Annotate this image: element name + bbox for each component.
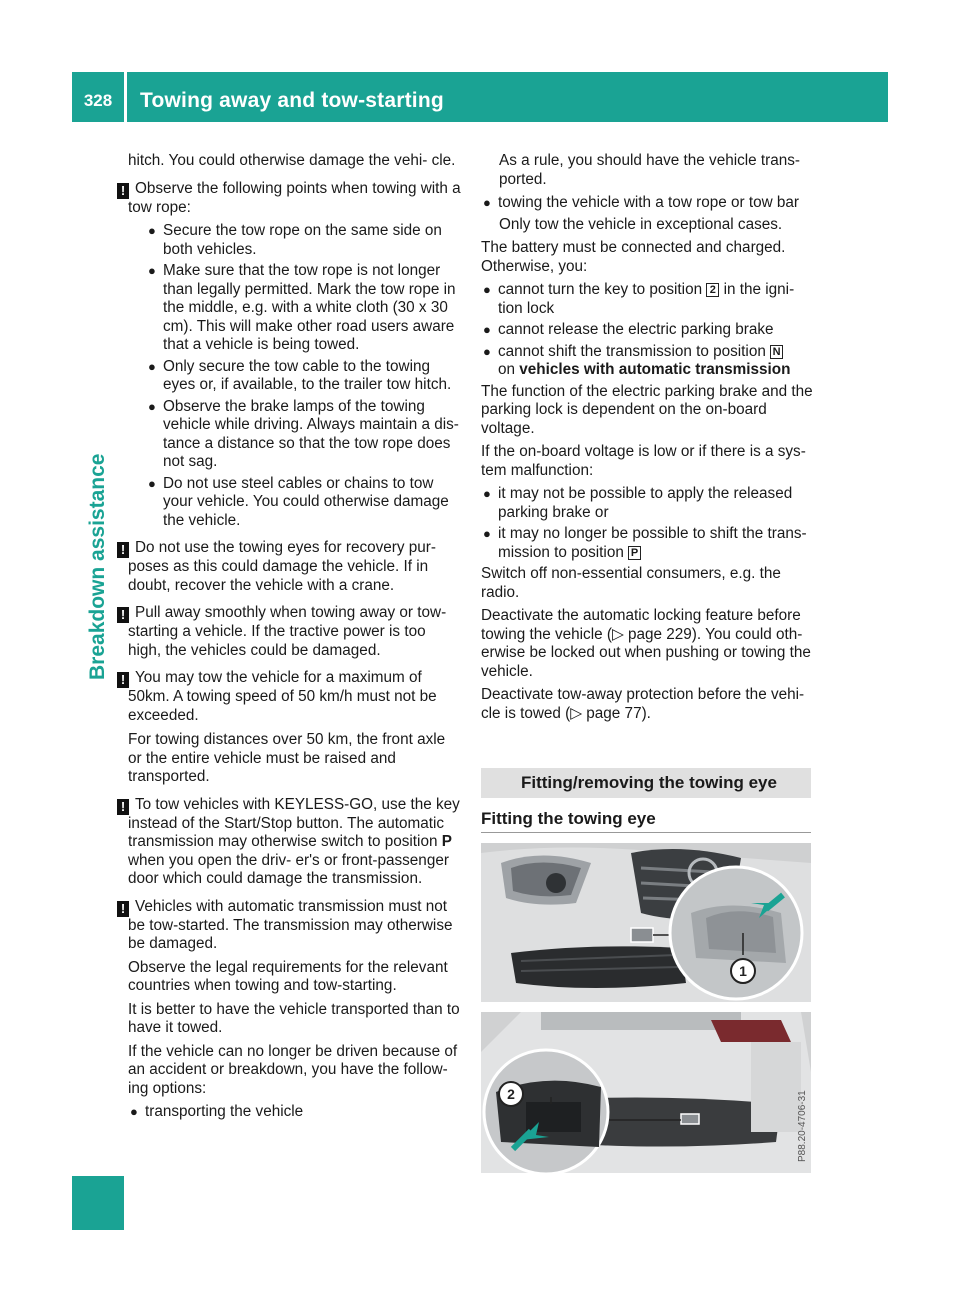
legal-requirements-text: Observe the legal requirements for the relevant countries when towing and tow-starting. [128, 958, 448, 994]
malfunction-text: If the on-board voltage is low or if there is a sys- tem malfunction: [481, 443, 806, 479]
exceptional-note: Only tow the vehicle in exceptional cases. [499, 215, 783, 233]
arrow-right-icon: ▷ [570, 704, 583, 722]
bullet-icon: ● [483, 343, 491, 359]
sub-heading: Fitting the towing eye [481, 809, 656, 828]
bullet-icon: ● [148, 358, 156, 374]
list-item: ● it may not be possible to apply the released parking brake or [483, 485, 793, 521]
list-item: ● transporting the vehicle [130, 1103, 304, 1120]
list-item: ● cannot shift the transmission to position N on vehicles with automatic transmission [483, 342, 791, 378]
transport-note: As a rule, you should have the vehicle trans- ported. [499, 152, 801, 188]
bullet-icon: ● [148, 475, 156, 491]
bullet-icon: ● [483, 282, 491, 297]
list-item: ● Observe the brake lamps of the towing vehicle while driving. Always maintain a dis- tance a distance so that the tow rope does not sag. [148, 397, 459, 470]
list-item: ● cannot turn the key to position 2 in the igni- tion lock [483, 281, 795, 317]
figure-id: P88.20-4706-31 [797, 1090, 808, 1162]
rear-towing-eye-figure [481, 1012, 811, 1173]
page-reference-link[interactable]: page 229 [627, 625, 692, 643]
list-item: ● Do not use steel cables or chains to tow your vehicle. You could otherwise damage the vehicle. [148, 474, 449, 529]
warning-icon: ! [117, 183, 129, 199]
warning-tow-rope: ! Observe the following points when towing with a tow rope: [128, 180, 462, 218]
list-item: ● it may no longer be possible to shift the trans- mission to position P [483, 525, 807, 561]
callout-1: 1 [739, 963, 747, 979]
front-towing-eye-figure [481, 843, 811, 1002]
bullet-icon: ● [483, 322, 491, 337]
tow-rope-list [128, 222, 462, 530]
bullet-icon: ● [130, 1104, 138, 1119]
warning-icon: ! [117, 607, 129, 623]
list-item: ● cannot release the electric parking brake [483, 321, 774, 338]
list-item: ● Make sure that the tow rope is not longer than legally permitted. Mark the tow rope in the middle, e.g. with a white cloth (30 x 30 cm). This will make other road users aware that a vehicle is being towed. [148, 262, 456, 353]
battery-text: The battery must be connected and charged. Otherwise, you: [481, 239, 786, 275]
transport-preferred-text: It is better to have the vehicle transported than to have it towed. [128, 1000, 460, 1036]
list-item: ● towing the vehicle with a tow rope or tow bar [483, 194, 799, 211]
warning-max-distance: ! You may tow the vehicle for a maximum of 50km. A towing speed of 50 km/h must not be exceeded. [128, 669, 462, 725]
page-number: 328 [83, 91, 113, 110]
left-column [120, 152, 462, 1125]
gear-n-icon: N [770, 345, 783, 359]
warning-recovery: ! Do not use the towing eyes for recovery pur- poses as this could damage the vehicle. If in doubt, recover the vehicle with a crane. [128, 539, 462, 595]
warning-icon: ! [117, 901, 129, 917]
side-tab-label: Breakdown assistance [86, 453, 109, 680]
key-position-2-icon: 2 [706, 283, 719, 297]
right-column [481, 152, 815, 728]
warning-pull-away: ! Pull away smoothly when towing away or tow-starting a vehicle. If the tractive power is too high, the vehicles could be damaged. [128, 604, 462, 660]
side-tab [86, 453, 118, 712]
warning-tow-start: ! Vehicles with automatic transmission must not be tow-started. The transmission may otherwise be damaged. [128, 898, 462, 954]
consumers-text: Switch off non-essential consumers, e.g. the radio. [481, 565, 781, 601]
warning-icon: ! [117, 799, 129, 815]
long-distance-note: For towing distances over 50 km, the front axle or the entire vehicle must be raised and transported. [128, 731, 446, 785]
gear-p-icon: P [628, 546, 641, 560]
warning-keyless-go: ! To tow vehicles with KEYLESS-GO, use the key instead of the Start/Stop button. The automatic transmission may otherwise switch to position P when you open the driv- er's or front-passenger door which could damage the transmission. [128, 796, 462, 889]
divider [481, 832, 811, 833]
callout-2: 2 [507, 1086, 515, 1102]
page-reference-link[interactable]: page 77 [586, 704, 642, 722]
list-item: ● Only secure the tow cable to the towing eyes or, if available, to the trailer tow hitch. [148, 357, 452, 393]
warning-icon: ! [117, 672, 129, 688]
page-title: Towing away and tow-starting [140, 89, 444, 112]
side-tab-block [72, 1176, 124, 1230]
bullet-icon: ● [483, 486, 491, 501]
voltage-text: The function of the electric parking brake and the parking lock is dependent on the on-board voltage. [481, 382, 813, 437]
warning-icon: ! [117, 542, 129, 558]
front-car-illustration [481, 843, 811, 1002]
header-divider [124, 72, 127, 122]
section-heading: Fitting/removing the towing eye [481, 768, 811, 798]
list-item: ● Secure the tow rope on the same side on both vehicles. [148, 222, 442, 258]
rear-car-illustration [481, 1012, 811, 1173]
bullet-icon: ● [148, 223, 156, 238]
bullet-icon: ● [483, 526, 491, 541]
bullet-icon: ● [483, 195, 491, 210]
bullet-icon: ● [148, 263, 156, 278]
arrow-right-icon: ▷ [611, 625, 624, 643]
options-text: If the vehicle can no longer be driven because of an accident or breakdown, you have the follow- ing options: [128, 1042, 458, 1097]
intro-text: hitch. You could otherwise damage the vehi- cle. [128, 152, 456, 169]
bullet-icon: ● [148, 398, 156, 414]
tow-away-protection-text: Deactivate tow-away protection before the vehi- cle is towed (▷ page 77). [481, 686, 805, 722]
locking-feature-text: Deactivate the automatic locking feature before towing the vehicle (▷ page 229). You could oth- erwise be locked out when pushing or towing the vehicle. [481, 607, 811, 680]
